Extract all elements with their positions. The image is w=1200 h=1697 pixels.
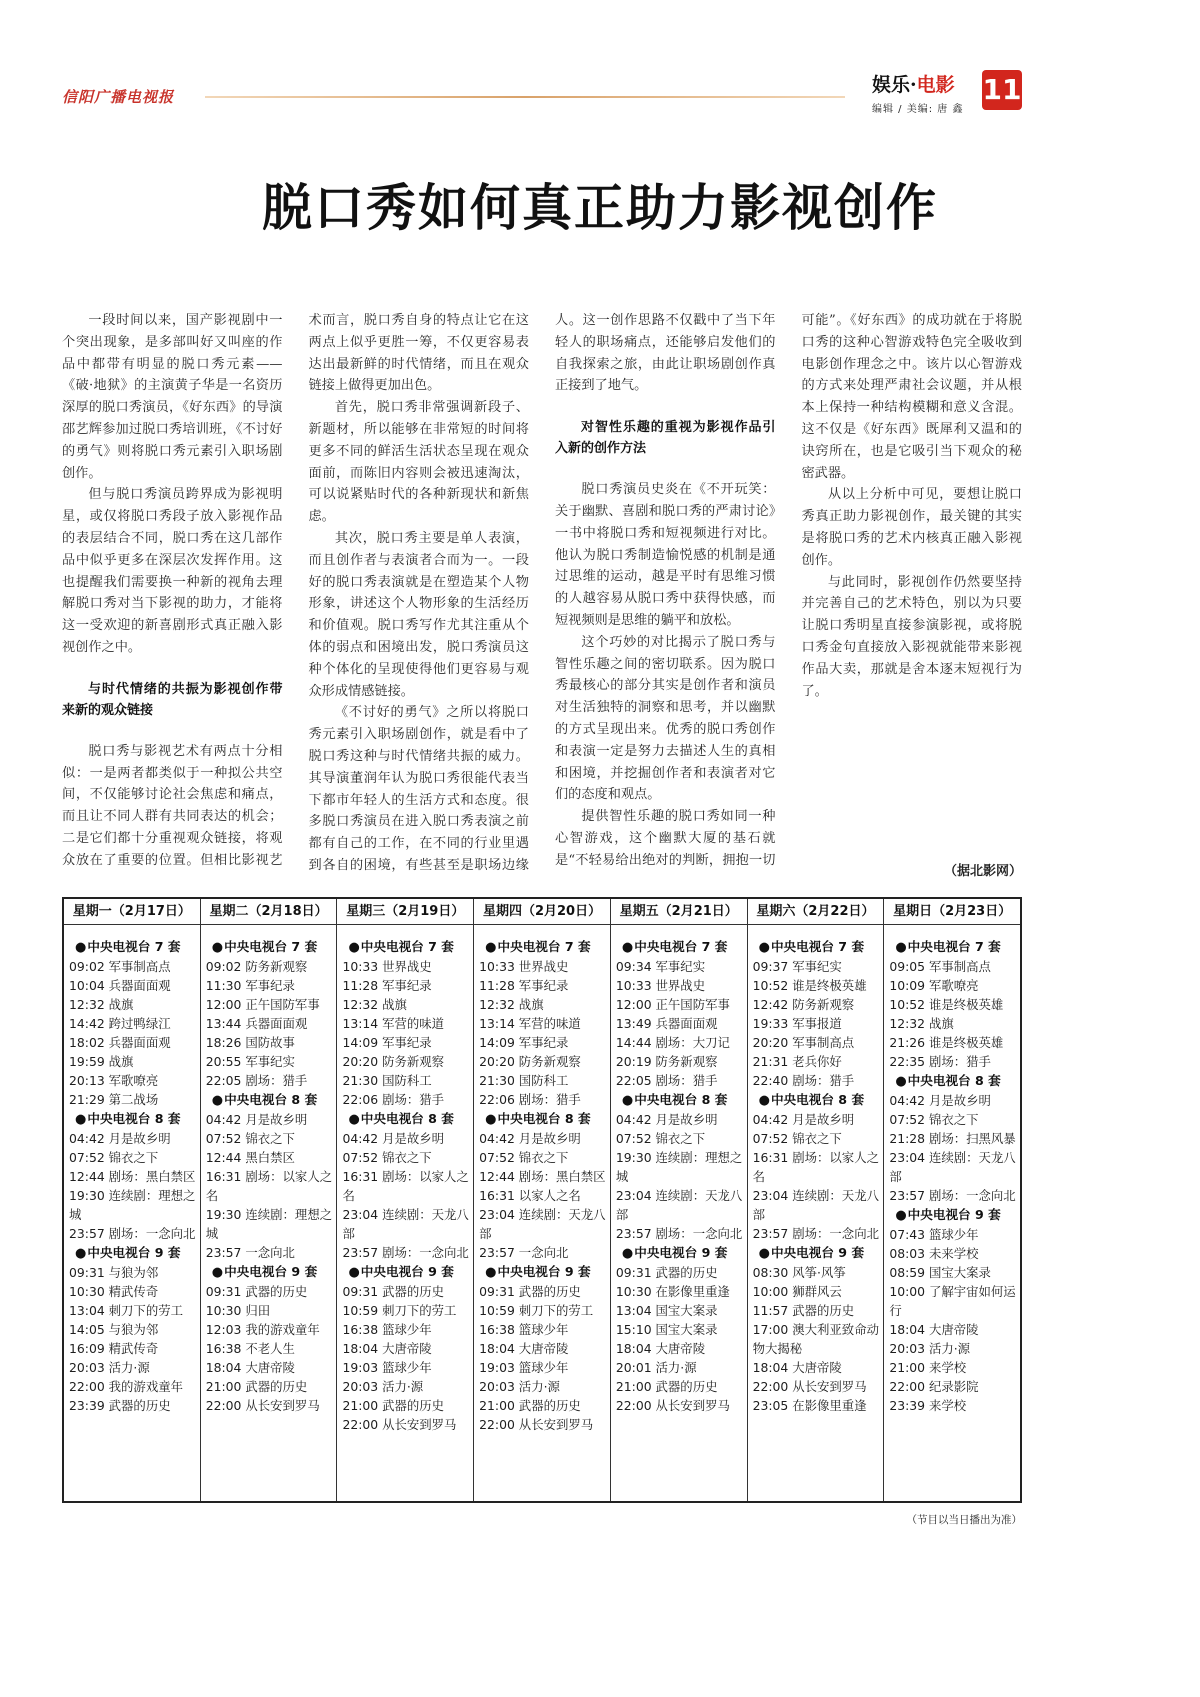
- page-number: 11: [982, 70, 1022, 110]
- program-entry: 09:31 武器的历史: [615, 1265, 718, 1280]
- channel-name: 中央电视台 7 套: [634, 939, 728, 954]
- program-entry: 20:01 活力·源: [615, 1360, 697, 1375]
- article-subheading: 对智性乐趣的重视为影视作品引入新的创作方法: [555, 420, 776, 457]
- program-entry: 10:30 归田: [205, 1303, 271, 1318]
- program-entry: 19:30 连续剧：理想之城: [615, 1150, 743, 1184]
- program-entry: 09:31 武器的历史: [342, 1284, 445, 1299]
- section-main: 娱乐: [872, 74, 911, 96]
- program-entry: 20:13 军歌嘹亮: [69, 1073, 159, 1088]
- program-entry: 16:38 篮球少年: [342, 1322, 432, 1337]
- bullet-dot-icon: ●: [348, 1112, 360, 1127]
- schedule-day-column: [64, 899, 201, 1501]
- program-entry: 13:44 兵器面面观: [205, 1016, 308, 1031]
- program-entry: 21:30 国防科工: [342, 1073, 432, 1088]
- program-entry: 10:30 精武传奇: [69, 1284, 159, 1299]
- channel-heading: [342, 1262, 469, 1282]
- schedule-day-column: [748, 899, 885, 1501]
- channel-heading: [479, 937, 606, 957]
- bullet-dot-icon: ●: [895, 940, 907, 955]
- program-entry: 12:32 战旗: [479, 997, 544, 1012]
- program-entry: 10:00 了解宇宙如何运行: [889, 1284, 1016, 1318]
- channel-heading: [342, 937, 469, 957]
- program-entry: 04:42 月是故乡明: [615, 1112, 718, 1127]
- program-entry: 10:59 刺刀下的劳工: [479, 1303, 594, 1318]
- schedule-day-body: [474, 925, 610, 1438]
- schedule-day-header: 星期日（2月23日）: [884, 899, 1020, 925]
- bullet-dot-icon: ●: [485, 1112, 497, 1127]
- program-entry: 18:04 大唐帝陵: [479, 1341, 569, 1356]
- program-entry: 09:31 武器的历史: [479, 1284, 581, 1299]
- article-paragraph: 《不讨好的勇气》之所以将脱口秀元素引入职场剧创作，就是看中了脱口秀这种与时代情绪共振的威力。其导演董润年认为脱口秀很能代表当下都市年轻人的生活方式和态度。很多脱口秀演员在进入脱口秀表演之前都有自己的工作，在不同的行业里遇到各自的困境，有些甚至是职场边缘人。这一创作思路不仅戳中了当下年轻人的职场痛点，还能够启发他们的自我探索之旅，由此让职场剧创作真正接到了地气。: [308, 313, 776, 873]
- channel-name: 中央电视台 7 套: [497, 939, 591, 954]
- channel-name: 中央电视台 9 套: [907, 1207, 1001, 1222]
- channel-name: 中央电视台 9 套: [497, 1264, 591, 1279]
- program-entry: 23:57 一念向北: [479, 1245, 569, 1260]
- program-entry: 04:42 月是故乡明: [752, 1112, 855, 1127]
- channel-name: 中央电视台 9 套: [224, 1264, 318, 1279]
- program-entry: 21:00 来学校: [889, 1360, 967, 1375]
- program-entry: 16:31 剧场：以家人之名: [205, 1169, 333, 1203]
- program-entry: 23:57 剧场：一念向北: [69, 1226, 196, 1241]
- program-entry: 22:00 从长安到罗马: [752, 1379, 867, 1394]
- bullet-dot-icon: ●: [895, 1074, 907, 1089]
- program-entry: 22:05 剧场：猎手: [615, 1073, 718, 1088]
- channel-heading: [889, 1071, 1016, 1091]
- schedule-day-column: [201, 899, 338, 1501]
- program-entry: 16:31 剧场：以家人之名: [342, 1169, 469, 1203]
- bullet-dot-icon: ●: [211, 1093, 224, 1108]
- bullet-dot-icon: ●: [621, 940, 634, 955]
- schedule-day-body: [611, 925, 747, 1419]
- program-entry: 18:04 大唐帝陵: [889, 1322, 979, 1337]
- schedule-day-column: [611, 899, 748, 1501]
- program-entry: 23:04 连续剧：天龙八部: [342, 1207, 469, 1241]
- program-entry: 20:03 活力·源: [342, 1379, 424, 1394]
- schedule-day-column: [884, 899, 1020, 1501]
- program-entry: 20:20 防务新观察: [342, 1054, 445, 1069]
- program-entry: 12:44 黑白禁区: [205, 1150, 295, 1165]
- channel-name: 中央电视台 8 套: [87, 1111, 181, 1126]
- bullet-dot-icon: ●: [621, 1093, 634, 1108]
- channel-name: 中央电视台 8 套: [497, 1111, 591, 1126]
- article-paragraph: 首先，脱口秀非常强调新段子、新题材，所以能够在非常短的时间将更多不同的鲜活生活状态呈现在观众面前，而陈旧内容则会被迅速淘汰，可以说紧贴时代的各种新现状和新焦虑。: [308, 400, 529, 525]
- program-entry: 10:33 世界战史: [479, 959, 569, 974]
- program-entry: 18:04 大唐帝陵: [752, 1360, 842, 1375]
- article-paragraph: 提供智性乐趣的脱口秀如同一种心智游戏，这个幽默大厦的基石就是“不轻易给出绝对的判断，拥抱一切可能”。《好东西》的成功就在于将脱口秀的这种心智游戏特色完全吸收到电影创作理念之中。该片以心智游戏的方式来处理严肃社会议题，并从根本上保持一种结构模糊和意义含混。这不仅是《好东西》既犀利又温和的诀窍所在，也是它吸引当下观众的秘密武器。: [555, 313, 1022, 868]
- program-entry: 04:42 月是故乡明: [205, 1112, 308, 1127]
- program-entry: 07:52 锦衣之下: [205, 1131, 295, 1146]
- program-entry: 23:04 连续剧：天龙八部: [889, 1150, 1016, 1184]
- channel-heading: [753, 1243, 880, 1263]
- program-entry: 09:31 与狼为邻: [69, 1265, 159, 1280]
- program-entry: 19:30 连续剧：理想之城: [69, 1188, 196, 1222]
- program-entry: 18:04 大唐帝陵: [342, 1341, 432, 1356]
- program-entry: 16:31 剧场：以家人之名: [752, 1150, 879, 1184]
- program-entry: 07:52 锦衣之下: [889, 1112, 979, 1127]
- program-entry: 09:34 军事纪实: [615, 959, 706, 974]
- program-entry: 22:05 剧场：猎手: [205, 1073, 308, 1088]
- program-entry: 13:04 国宝大案录: [615, 1303, 718, 1318]
- program-entry: 12:00 正午国防军事: [615, 997, 730, 1012]
- schedule-day-body: [884, 925, 1020, 1419]
- article-paragraph: 脱口秀演员史炎在《不开玩笑：关于幽默、喜剧和脱口秀的严肃讨论》一书中将脱口秀和短视频进行对比。他认为脱口秀制造愉悦感的机制是通过思维的运动，越是平时有思维习惯的人越容易从脱口秀中获得快感，而短视频则是思维的躺平和放松。: [555, 482, 776, 628]
- program-entry: 21:29 第二战场: [69, 1092, 159, 1107]
- program-entry: 22:00 从长安到罗马: [205, 1398, 320, 1413]
- program-entry: 11:28 军事纪录: [479, 978, 569, 993]
- program-entry: 14:42 跨过鸭绿江: [69, 1016, 171, 1031]
- program-entry: 16:38 篮球少年: [479, 1322, 569, 1337]
- channel-name: 中央电视台 7 套: [360, 939, 454, 954]
- program-entry: 14:44 剧场：大刀记: [615, 1035, 730, 1050]
- program-entry: 18:02 兵器面面观: [69, 1035, 171, 1050]
- program-entry: 13:14 军营的味道: [479, 1016, 581, 1031]
- program-entry: 23:04 连续剧：天龙八部: [752, 1188, 879, 1222]
- program-entry: 04:42 月是故乡明: [342, 1131, 445, 1146]
- program-entry: 10:33 世界战史: [342, 959, 432, 974]
- channel-name: 中央电视台 9 套: [770, 1245, 865, 1260]
- program-entry: 08:03 未来学校: [889, 1246, 979, 1261]
- program-entry: 23:05 在影像里重逢: [752, 1398, 867, 1413]
- bullet-dot-icon: ●: [211, 1265, 224, 1280]
- program-entry: 23:57 剧场：一念向北: [752, 1226, 879, 1241]
- program-entry: 10:04 兵器面面观: [69, 978, 171, 993]
- program-entry: 20:20 防务新观察: [479, 1054, 581, 1069]
- program-entry: 18:26 国防故事: [205, 1035, 295, 1050]
- program-entry: 23:04 连续剧：天龙八部: [615, 1188, 743, 1222]
- program-entry: 23:57 剧场：一念向北: [615, 1226, 743, 1241]
- program-entry: 10:59 刺刀下的劳工: [342, 1303, 457, 1318]
- program-entry: 22:00 我的游戏童年: [69, 1379, 183, 1394]
- article-body: [62, 310, 1022, 882]
- channel-heading: [616, 1090, 743, 1110]
- program-entry: 19:59 战旗: [69, 1054, 134, 1069]
- channel-name: 中央电视台 8 套: [360, 1111, 454, 1126]
- program-entry: 12:32 战旗: [889, 1016, 954, 1031]
- schedule-day-body: [337, 925, 473, 1438]
- bullet-dot-icon: ●: [211, 940, 224, 955]
- program-entry: 21:00 武器的历史: [479, 1398, 581, 1413]
- program-entry: 22:00 从长安到罗马: [615, 1398, 730, 1413]
- program-entry: 21:00 武器的历史: [615, 1379, 718, 1394]
- program-entry: 17:00 澳大利亚致命动物大揭秘: [752, 1322, 879, 1356]
- channel-name: 中央电视台 8 套: [770, 1092, 865, 1107]
- program-entry: 16:09 精武传奇: [69, 1341, 159, 1356]
- bullet-dot-icon: ●: [758, 1246, 770, 1261]
- channel-heading: [889, 1205, 1016, 1225]
- channel-heading: [616, 937, 743, 957]
- program-entry: 07:43 篮球少年: [889, 1227, 979, 1242]
- article-subheading: 与时代情绪的共振为影视创作带来新的观众链接: [62, 681, 283, 718]
- schedule-day-body: [201, 925, 337, 1419]
- channel-heading: [69, 937, 196, 957]
- schedule-day-header: 星期四（2月20日）: [474, 899, 610, 925]
- article-paragraph: 这个巧妙的对比揭示了脱口秀与智性乐趣之间的密切联系。因为脱口秀最核心的部分其实是创作者和演员对生活独特的洞察和思考，并以幽默的方式呈现出来。优秀的脱口秀创作和表演一定是努力去描述人生的真相和困境，并挖掘创作者和表演者对它们的态度和观点。: [555, 634, 776, 803]
- program-entry: 21:00 武器的历史: [205, 1379, 308, 1394]
- program-entry: 09:02 防务新观察: [205, 959, 308, 974]
- section-title: [872, 70, 963, 97]
- channel-heading: [69, 1109, 196, 1129]
- bullet-dot-icon: ●: [485, 1265, 497, 1280]
- channel-heading: [69, 1243, 196, 1263]
- program-entry: 10:00 狮群风云: [752, 1284, 842, 1299]
- program-entry: 13:49 兵器面面观: [615, 1016, 718, 1031]
- program-entry: 22:06 剧场：猎手: [342, 1092, 445, 1107]
- program-entry: 23:57 一念向北: [205, 1245, 295, 1260]
- bullet-dot-icon: ●: [621, 1246, 634, 1261]
- program-entry: 10:09 军歌嘹亮: [889, 978, 979, 993]
- program-entry: 19:30 连续剧：理想之城: [205, 1207, 333, 1241]
- article-paragraph: 脱口秀与影视艺术有两点十分相似：一是两者都类似于一种拟公共空间，不仅能够讨论社会焦虑和痛点，而且让不同人群有共同表达的机会；二是它们都十分重视观众链接，将观众放在了重要的位置。但相比影视艺术而言，脱口秀自身的特点让它在这两点上似乎更胜一筹，不仅更容易表达出最新鲜的时代情绪，而且在观众链接上做得更加出色。: [62, 313, 529, 868]
- program-entry: 04:42 月是故乡明: [479, 1131, 581, 1146]
- schedule-footnote: （节目以当日播出为准）: [906, 1514, 1022, 1526]
- newspaper-masthead: 信阳广播电视报: [62, 88, 175, 106]
- bullet-dot-icon: ●: [895, 1208, 907, 1223]
- program-entry: 16:31 以家人之名: [479, 1188, 581, 1203]
- program-entry: 07:52 锦衣之下: [752, 1131, 842, 1146]
- bullet-dot-icon: ●: [75, 1246, 87, 1261]
- program-entry: 20:19 防务新观察: [615, 1054, 718, 1069]
- schedule-day-column: [337, 899, 474, 1501]
- article-paragraph: 一段时间以来，国产影视剧中一个突出现象，是多部叫好又叫座的作品中都带有明显的脱口秀元素——《破·地狱》的主演黄子华是一名资历深厚的脱口秀演员，《好东西》的导演邵艺辉参加过脱口秀培训班，《不讨好的勇气》则将脱口秀元素引入职场剧创作。: [62, 313, 283, 481]
- program-entry: 08:59 国宝大案录: [889, 1265, 991, 1280]
- channel-heading: [206, 1262, 333, 1282]
- program-entry: 12:03 我的游戏童年: [205, 1322, 320, 1337]
- channel-name: 中央电视台 9 套: [360, 1264, 454, 1279]
- program-entry: 21:28 剧场：扫黑风暴: [889, 1131, 1016, 1146]
- program-entry: 15:10 国宝大案录: [615, 1322, 718, 1337]
- channel-name: 中央电视台 8 套: [634, 1092, 728, 1107]
- article-headline: 脱口秀如何真正助力影视创作: [262, 178, 938, 237]
- channel-name: 中央电视台 9 套: [87, 1245, 181, 1260]
- schedule-day-header: 星期一（2月17日）: [64, 899, 200, 925]
- channel-heading: [753, 937, 880, 957]
- bullet-dot-icon: ●: [758, 940, 770, 955]
- schedule-day-header: 星期六（2月22日）: [748, 899, 884, 925]
- program-entry: 21:31 老兵你好: [752, 1054, 842, 1069]
- program-entry: 10:52 谁是终极英雄: [752, 978, 867, 993]
- program-entry: 14:09 军事纪录: [342, 1035, 432, 1050]
- program-entry: 23:39 来学校: [889, 1398, 967, 1413]
- program-entry: 08:30 风筝·风筝: [752, 1265, 846, 1280]
- program-entry: 12:42 防务新观察: [752, 997, 855, 1012]
- channel-name: 中央电视台 7 套: [87, 939, 181, 954]
- channel-heading: [889, 937, 1016, 957]
- program-entry: 20:20 军事制高点: [752, 1035, 855, 1050]
- program-entry: 12:32 战旗: [342, 997, 407, 1012]
- header-rule: [205, 96, 845, 98]
- channel-heading: [479, 1109, 606, 1129]
- program-entry: 14:05 与狼为邻: [69, 1322, 159, 1337]
- program-entry: 09:31 武器的历史: [205, 1284, 308, 1299]
- schedule-day-header: 星期五（2月21日）: [611, 899, 747, 925]
- program-entry: 23:04 连续剧：天龙八部: [479, 1207, 606, 1241]
- section-accent: 电影: [916, 74, 955, 96]
- program-entry: 12:44 剧场：黑白禁区: [69, 1169, 196, 1184]
- bullet-dot-icon: ●: [75, 1112, 87, 1127]
- channel-heading: [206, 1090, 333, 1110]
- article-paragraph: 从以上分析中可见，要想让脱口秀真正助力影视创作，最关键的其实是将脱口秀的艺术内核真正融入影视创作。: [801, 487, 1022, 568]
- section-block: [872, 70, 963, 115]
- program-entry: 04:42 月是故乡明: [889, 1093, 991, 1108]
- program-entry: 20:03 活力·源: [889, 1341, 971, 1356]
- schedule-day-body: [748, 925, 884, 1419]
- program-entry: 20:03 活力·源: [479, 1379, 560, 1394]
- program-entry: 16:38 不老人生: [205, 1341, 295, 1356]
- program-entry: 20:03 活力·源: [69, 1360, 150, 1375]
- program-entry: 11:28 军事纪录: [342, 978, 432, 993]
- program-entry: 21:26 谁是终极英雄: [889, 1035, 1004, 1050]
- program-entry: 04:42 月是故乡明: [69, 1131, 171, 1146]
- program-entry: 09:37 军事纪实: [752, 959, 842, 974]
- bullet-dot-icon: ●: [75, 940, 87, 955]
- program-entry: 10:52 谁是终极英雄: [889, 997, 1004, 1012]
- article-source: （据北影网）: [943, 864, 1022, 879]
- schedule-day-header: 星期三（2月19日）: [337, 899, 473, 925]
- article-paragraph: 与此同时，影视创作仍然要坚持并完善自己的艺术特色，别以为只要让脱口秀明星直接参演影视，或将脱口秀金句直接放入影视就能带来影视作品大卖，那就是舍本逐末短视行为了。: [801, 574, 1022, 699]
- channel-name: 中央电视台 7 套: [907, 939, 1001, 954]
- program-entry: 19:03 篮球少年: [342, 1360, 432, 1375]
- channel-heading: [342, 1109, 469, 1129]
- editor-credit: 编辑 / 美编: 唐 鑫: [872, 104, 964, 115]
- channel-name: 中央电视台 7 套: [770, 939, 865, 954]
- bullet-dot-icon: ●: [348, 1265, 360, 1280]
- bullet-dot-icon: ●: [485, 940, 497, 955]
- program-entry: 18:04 大唐帝陵: [615, 1341, 706, 1356]
- program-entry: 20:55 军事纪实: [205, 1054, 295, 1069]
- schedule-day-body: [64, 925, 200, 1419]
- section-dot: ·: [910, 74, 917, 96]
- channel-heading: [753, 1090, 880, 1110]
- program-entry: 11:57 武器的历史: [752, 1303, 855, 1318]
- program-entry: 13:04 刺刀下的劳工: [69, 1303, 183, 1318]
- program-entry: 22:00 从长安到罗马: [342, 1417, 457, 1432]
- schedule-day-header: 星期二（2月18日）: [201, 899, 337, 925]
- program-entry: 07:52 锦衣之下: [69, 1150, 159, 1165]
- program-entry: 23:57 剧场：一念向北: [342, 1245, 469, 1260]
- channel-heading: [479, 1262, 606, 1282]
- program-entry: 14:09 军事纪录: [479, 1035, 569, 1050]
- channel-name: 中央电视台 8 套: [907, 1073, 1001, 1088]
- program-entry: 12:32 战旗: [69, 997, 134, 1012]
- program-entry: 10:33 世界战史: [615, 978, 706, 993]
- channel-name: 中央电视台 8 套: [224, 1092, 318, 1107]
- program-entry: 09:05 军事制高点: [889, 959, 991, 974]
- schedule-day-column: [474, 899, 611, 1501]
- channel-name: 中央电视台 9 套: [634, 1245, 728, 1260]
- program-entry: 23:39 武器的历史: [69, 1398, 171, 1413]
- program-entry: 22:00 从长安到罗马: [479, 1417, 594, 1432]
- program-entry: 07:52 锦衣之下: [342, 1150, 432, 1165]
- program-entry: 22:00 纪录影院: [889, 1379, 979, 1394]
- program-entry: 19:33 军事报道: [752, 1016, 842, 1031]
- program-entry: 10:30 在影像里重逢: [615, 1284, 730, 1299]
- program-entry: 18:04 大唐帝陵: [205, 1360, 295, 1375]
- channel-heading: [616, 1243, 743, 1263]
- channel-name: 中央电视台 7 套: [224, 939, 318, 954]
- bullet-dot-icon: ●: [758, 1093, 770, 1108]
- program-entry: 19:03 篮球少年: [479, 1360, 569, 1375]
- program-entry: 12:44 剧场：黑白禁区: [479, 1169, 606, 1184]
- tv-schedule-table: [62, 897, 1022, 1503]
- program-entry: 07:52 锦衣之下: [615, 1131, 706, 1146]
- program-entry: 13:14 军营的味道: [342, 1016, 445, 1031]
- program-entry: 22:35 剧场：猎手: [889, 1054, 991, 1069]
- program-entry: 22:06 剧场：猎手: [479, 1092, 581, 1107]
- program-entry: 23:57 剧场：一念向北: [889, 1188, 1016, 1203]
- channel-heading: [206, 937, 333, 957]
- program-entry: 22:40 剧场：猎手: [752, 1073, 855, 1088]
- article-paragraph: 其次，脱口秀主要是单人表演，而且创作者与表演者合而为一。一段好的脱口秀表演就是在塑造某个人物形象，讲述这个人物形象的生活经历和价值观。脱口秀写作尤其注重从个体的弱点和困境出发，脱口秀演员这种个体化的呈现使得他们更容易与观众形成情感链接。: [308, 530, 529, 699]
- program-entry: 09:02 军事制高点: [69, 959, 171, 974]
- article-paragraph: 但与脱口秀演员跨界成为影视明星，或仅将脱口秀段子放入影视作品的表层结合不同，脱口秀在这几部作品中似乎更多在深层次发挥作用。这也提醒我们需要换一种新的视角去理解脱口秀对当下影视的助力，才能将这一受欢迎的新喜剧形式真正融入影视创作之中。: [62, 487, 283, 655]
- bullet-dot-icon: ●: [348, 940, 360, 955]
- program-entry: 21:00 武器的历史: [342, 1398, 445, 1413]
- program-entry: 12:00 正午国防军事: [205, 997, 320, 1012]
- program-entry: 11:30 军事纪录: [205, 978, 295, 993]
- program-entry: 21:30 国防科工: [479, 1073, 569, 1088]
- program-entry: 07:52 锦衣之下: [479, 1150, 569, 1165]
